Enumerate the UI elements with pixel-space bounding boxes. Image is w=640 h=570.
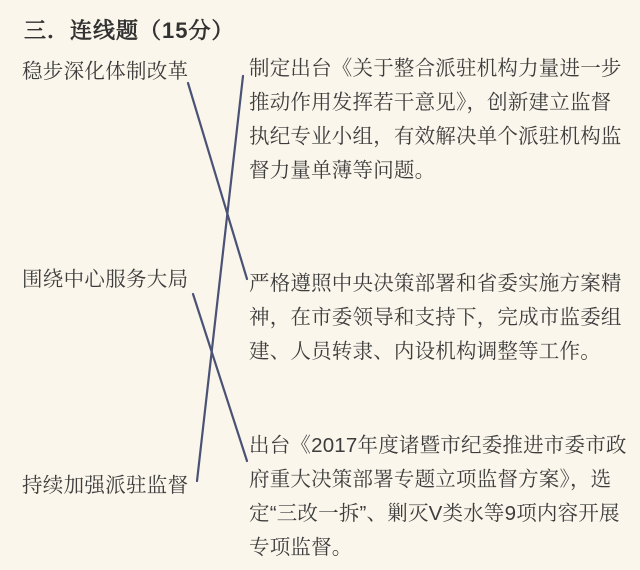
connection-line-left-1-right-2 (188, 83, 247, 279)
paragraph-line: 神，在市委领导和支持下，完成市监委组 (249, 306, 622, 329)
paragraph-line: 执纪专业小组，有效解决单个派驻机构监 (249, 125, 622, 148)
match-item-right-3 (249, 429, 629, 565)
connection-line-right-1-left-3 (197, 76, 243, 481)
match-item-right-2 (249, 267, 629, 369)
paragraph-line: 严格遵照中央决策部署和省委实施方案精 (249, 272, 622, 295)
match-item-left-3: 持续加强派驻监督 (22, 474, 189, 497)
match-item-right-1 (249, 52, 629, 188)
question-title: 三．连线题（15分） (24, 18, 235, 43)
paragraph-line: 推动作用发挥若干意见》，创新建立监督 (249, 91, 612, 114)
paragraph-line: 定“三改一拆”、剿灭V类水等9项内容开展 (249, 502, 620, 525)
paragraph-line: 府重大决策部署专题立项监督方案》，选 (249, 468, 612, 491)
match-item-left-2: 围绕中心服务大局 (22, 268, 189, 291)
paragraph-line: 出台《2017年度诸暨市纪委推进市委市政 (249, 434, 627, 457)
paragraph-line: 建、人员转隶、内设机构调整等工作。 (249, 340, 601, 363)
match-item-left-1: 稳步深化体制改革 (22, 60, 189, 83)
paragraph-line: 专项监督。 (249, 536, 353, 559)
connection-line-left-2-right-3 (193, 294, 247, 461)
paragraph-line: 制定出台《关于整合派驻机构力量进一步 (249, 57, 622, 80)
paragraph-line: 督力量单薄等问题。 (249, 159, 436, 182)
